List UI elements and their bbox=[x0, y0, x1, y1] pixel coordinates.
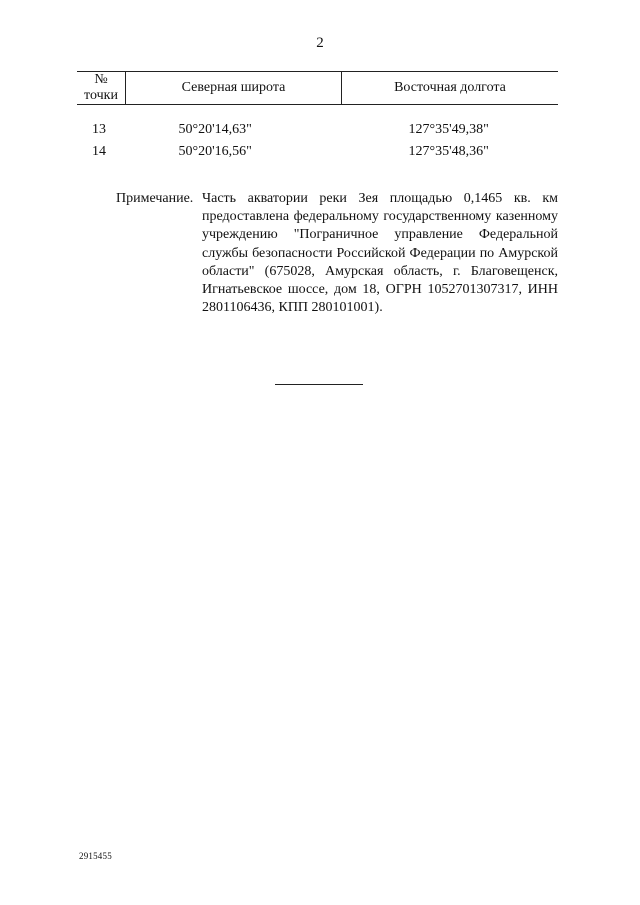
longitude-cell: 127°35'48,36" bbox=[408, 144, 489, 159]
coordinates-table bbox=[77, 71, 558, 163]
table-spacer-row bbox=[77, 105, 558, 120]
document-code: 2915455 bbox=[79, 851, 112, 861]
separator-line bbox=[275, 384, 363, 385]
header-point-number-symbol: № bbox=[94, 72, 108, 87]
note-text: Часть акватории реки Зея площадью 0,1465 кв. км предоставлена федеральному государственному казенному учреждению "Пограничное управление Федеральной службы безопасности Российской Федерации по Амурской области" (675028, Амурская область, г. Благовещенск, Игнатьевское шоссе, дом 18, ОГРН 1052701307317, ИНН 2801106436, КПП 280101001). bbox=[202, 191, 558, 316]
table-row bbox=[77, 141, 558, 163]
header-latitude: Северная широта bbox=[126, 72, 342, 105]
point-number-cell: 13 bbox=[92, 122, 106, 137]
note-label: Примечание. bbox=[116, 191, 194, 206]
header-longitude: Восточная долгота bbox=[342, 72, 559, 105]
page-number: 2 bbox=[316, 35, 324, 51]
point-number-cell: 14 bbox=[92, 144, 106, 159]
table-header-row bbox=[77, 72, 558, 105]
longitude-cell: 127°35'49,38" bbox=[408, 122, 489, 137]
header-point-number bbox=[77, 72, 126, 105]
table-row bbox=[77, 119, 558, 141]
latitude-cell: 50°20'16,56" bbox=[178, 144, 252, 159]
latitude-cell: 50°20'14,63" bbox=[178, 122, 252, 137]
header-point-number-word: точки bbox=[84, 88, 118, 103]
